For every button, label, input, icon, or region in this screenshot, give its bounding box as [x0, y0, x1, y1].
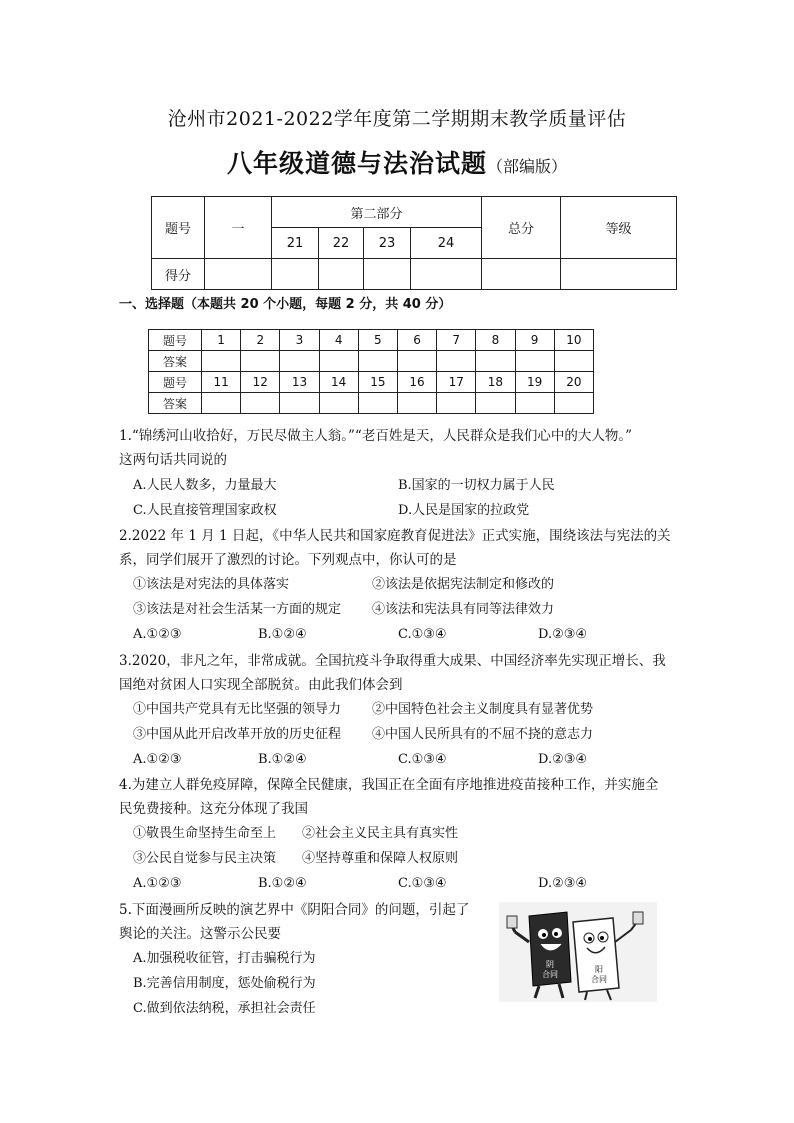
- answer-cell[interactable]: [437, 351, 476, 372]
- answer-table-row-answers-2: [149, 393, 594, 414]
- answer-cell[interactable]: [437, 393, 476, 414]
- question-4-option-d: D.②③④: [538, 876, 588, 891]
- question-2-line-1: 2.2022 年 1 月 1 日起，《中华人民共和国家庭教育促进法》正式实施，围绕该法与宪法的关: [119, 528, 671, 544]
- answer-table-row-answers-1: [149, 351, 594, 372]
- answer-cell[interactable]: [554, 393, 593, 414]
- answer-table-row-numbers-2: [149, 372, 594, 393]
- answer-number: 20: [554, 372, 593, 393]
- yin-label-2: 合同: [542, 970, 558, 979]
- answer-number: 5: [358, 330, 397, 351]
- question-2-statement-1: ①该法是对宪法的具体落实: [133, 577, 290, 592]
- answer-number: 17: [437, 372, 476, 393]
- question-4-line-2: 民免费接种。这充分体现了我国: [119, 801, 308, 817]
- question-3-statement-4: ④中国人民所具有的不屈不挠的意志力: [372, 727, 594, 742]
- answer-number: 9: [515, 330, 554, 351]
- question-4-statement-1: ①敬畏生命坚持生命至上: [133, 826, 277, 841]
- question-1-option-c: C.人民直接管理国家政权: [133, 503, 277, 518]
- question-5-option-c: C.做到依法纳税，承担社会责任: [133, 1001, 316, 1016]
- score-cell[interactable]: [272, 259, 319, 290]
- yang-label-2: 合同: [591, 975, 607, 984]
- question-3-stem: [119, 649, 681, 697]
- answer-number: 18: [476, 372, 515, 393]
- question-4-option-b: B.①②④: [258, 876, 307, 891]
- yin-label-1: 阴: [546, 960, 554, 969]
- question-5-stem: [119, 898, 499, 946]
- question-3-statement-2: ②中国特色社会主义制度具有显著优势: [372, 702, 594, 717]
- score-table-label-question: 题号: [152, 197, 205, 259]
- answer-number: 19: [515, 372, 554, 393]
- answer-cell[interactable]: [280, 393, 319, 414]
- exam-subtitle: [0, 144, 794, 180]
- answer-number: 11: [202, 372, 241, 393]
- question-2-statement-4: ④该法和宪法具有同等法律效力: [372, 602, 555, 617]
- question-3-statement-1: ①中国共产党具有无比坚强的领导力: [133, 702, 342, 717]
- question-2-stem: [119, 524, 681, 572]
- answer-cell[interactable]: [202, 393, 241, 414]
- yin-yang-contract-cartoon: [499, 902, 657, 1002]
- answer-cell[interactable]: [319, 351, 358, 372]
- score-table-label-score: 得分: [152, 259, 205, 290]
- answer-number: 12: [241, 372, 280, 393]
- score-table-grade: 等级: [561, 197, 677, 259]
- answer-cell[interactable]: [202, 351, 241, 372]
- question-2-statement-2: ②该法是依据宪法制定和修改的: [372, 577, 555, 592]
- answer-number: 16: [397, 372, 436, 393]
- question-2-option-b: B.①②④: [258, 627, 307, 642]
- question-3-option-a: A.①②③: [133, 752, 182, 767]
- question-3-option-c: C.①③④: [398, 752, 447, 767]
- question-1-line-1: 1.“锦绣河山收拾好，万民尽做主人翁。”“老百姓是天，人民群众是我们心中的大人物。”: [119, 428, 632, 444]
- answer-cell[interactable]: [476, 351, 515, 372]
- question-4-option-c: C.①③④: [398, 876, 447, 891]
- question-1-line-2: 这两句话共同说的: [119, 452, 227, 468]
- section-one-heading: 一、选择题（本题共 20 个小题，每题 2 分，共 40 分）: [119, 297, 452, 312]
- edition-label: （部编版）: [487, 157, 568, 176]
- score-table-q24: 24: [411, 228, 482, 259]
- question-4-statement-4: ④坚持尊重和保障人权原则: [302, 851, 459, 866]
- answer-cell[interactable]: [397, 393, 436, 414]
- answer-table-label-question: 题号: [149, 330, 202, 351]
- answer-table-row-numbers-1: [149, 330, 594, 351]
- answer-cell[interactable]: [280, 351, 319, 372]
- question-3-statement-3: ③中国从此开启改革开放的历史征程: [133, 727, 342, 742]
- score-table-q23: 23: [364, 228, 411, 259]
- answer-number: 4: [319, 330, 358, 351]
- answer-cell[interactable]: [358, 351, 397, 372]
- question-5-line-1: 5.下面漫画所反映的演艺界中《阴阳合同》的问题，引起了: [119, 902, 470, 918]
- question-4-line-1: 4.为建立人群免疫屏障，保障全民健康，我国正在全面有序地推进疫苗接种工作，并实施全: [119, 777, 659, 793]
- question-1-stem: [119, 424, 681, 472]
- answer-number: 13: [280, 372, 319, 393]
- question-2-option-d: D.②③④: [538, 627, 588, 642]
- question-1-option-a: A.人民人数多，力量最大: [133, 478, 277, 493]
- question-5-line-2: 舆论的关注。这警示公民要: [119, 926, 281, 942]
- question-2-option-a: A.①②③: [133, 627, 182, 642]
- score-table-q22: 22: [319, 228, 364, 259]
- question-5-option-a: A.加强税收征管，打击骗税行为: [133, 951, 316, 966]
- answer-number: 10: [554, 330, 593, 351]
- score-cell[interactable]: [561, 259, 677, 290]
- question-3-option-b: B.①②④: [258, 752, 307, 767]
- score-table: [151, 196, 677, 290]
- score-table-total: 总分: [482, 197, 561, 259]
- answer-number: 1: [202, 330, 241, 351]
- score-table-q21: 21: [272, 228, 319, 259]
- subject-title: 八年级道德与法治试题: [226, 149, 487, 178]
- answer-cell[interactable]: [476, 393, 515, 414]
- answer-number: 15: [358, 372, 397, 393]
- question-4-stem: [119, 773, 681, 821]
- score-cell[interactable]: [364, 259, 411, 290]
- question-4-statement-3: ③公民自觉参与民主决策: [133, 851, 277, 866]
- question-3-option-d: D.②③④: [538, 752, 588, 767]
- answer-number: 8: [476, 330, 515, 351]
- score-table-part-two: 第二部分: [272, 197, 482, 228]
- question-4-statement-2: ②社会主义民主具有真实性: [302, 826, 459, 841]
- answer-table-label-question: 题号: [149, 372, 202, 393]
- score-cell[interactable]: [205, 259, 272, 290]
- question-1-option-d: D.人民是国家的拉政党: [398, 503, 530, 518]
- answer-table: [148, 329, 594, 414]
- answer-table-label-answer: 答案: [149, 351, 202, 372]
- question-2-line-2: 系，同学们展开了激烈的讨论。下列观点中，你认可的是: [119, 552, 457, 568]
- question-4-option-a: A.①②③: [133, 876, 182, 891]
- exam-header-title: 沧州市2021-2022学年度第二学期期末教学质量评估: [167, 108, 627, 130]
- question-1-option-b: B.国家的一切权力属于人民: [398, 478, 555, 493]
- answer-number: 6: [397, 330, 436, 351]
- score-cell[interactable]: [411, 259, 482, 290]
- answer-cell[interactable]: [241, 393, 280, 414]
- answer-number: 3: [280, 330, 319, 351]
- question-2-statement-3: ③该法是对社会生活某一方面的规定: [133, 602, 342, 617]
- score-cell[interactable]: [482, 259, 561, 290]
- yang-label-1: 阳: [595, 965, 603, 974]
- answer-cell[interactable]: [319, 393, 358, 414]
- answer-number: 2: [241, 330, 280, 351]
- answer-cell[interactable]: [515, 351, 554, 372]
- answer-cell[interactable]: [397, 351, 436, 372]
- question-5-option-b: B.完善信用制度，惩处偷税行为: [133, 976, 316, 991]
- score-cell[interactable]: [319, 259, 364, 290]
- question-2-option-c: C.①③④: [398, 627, 447, 642]
- answer-number: 14: [319, 372, 358, 393]
- question-3-line-2: 国绝对贫困人口实现全部脱贫。由此我们体会到: [119, 677, 403, 693]
- answer-cell[interactable]: [241, 351, 280, 372]
- score-table-part-one: 一: [205, 197, 272, 259]
- answer-number: 7: [437, 330, 476, 351]
- question-3-line-1: 3.2020，非凡之年，非常成就。全国抗疫斗争取得重大成果、中国经济率先实现正增长、我: [119, 653, 666, 669]
- answer-cell[interactable]: [554, 351, 593, 372]
- answer-table-label-answer: 答案: [149, 393, 202, 414]
- answer-cell[interactable]: [515, 393, 554, 414]
- answer-cell[interactable]: [358, 393, 397, 414]
